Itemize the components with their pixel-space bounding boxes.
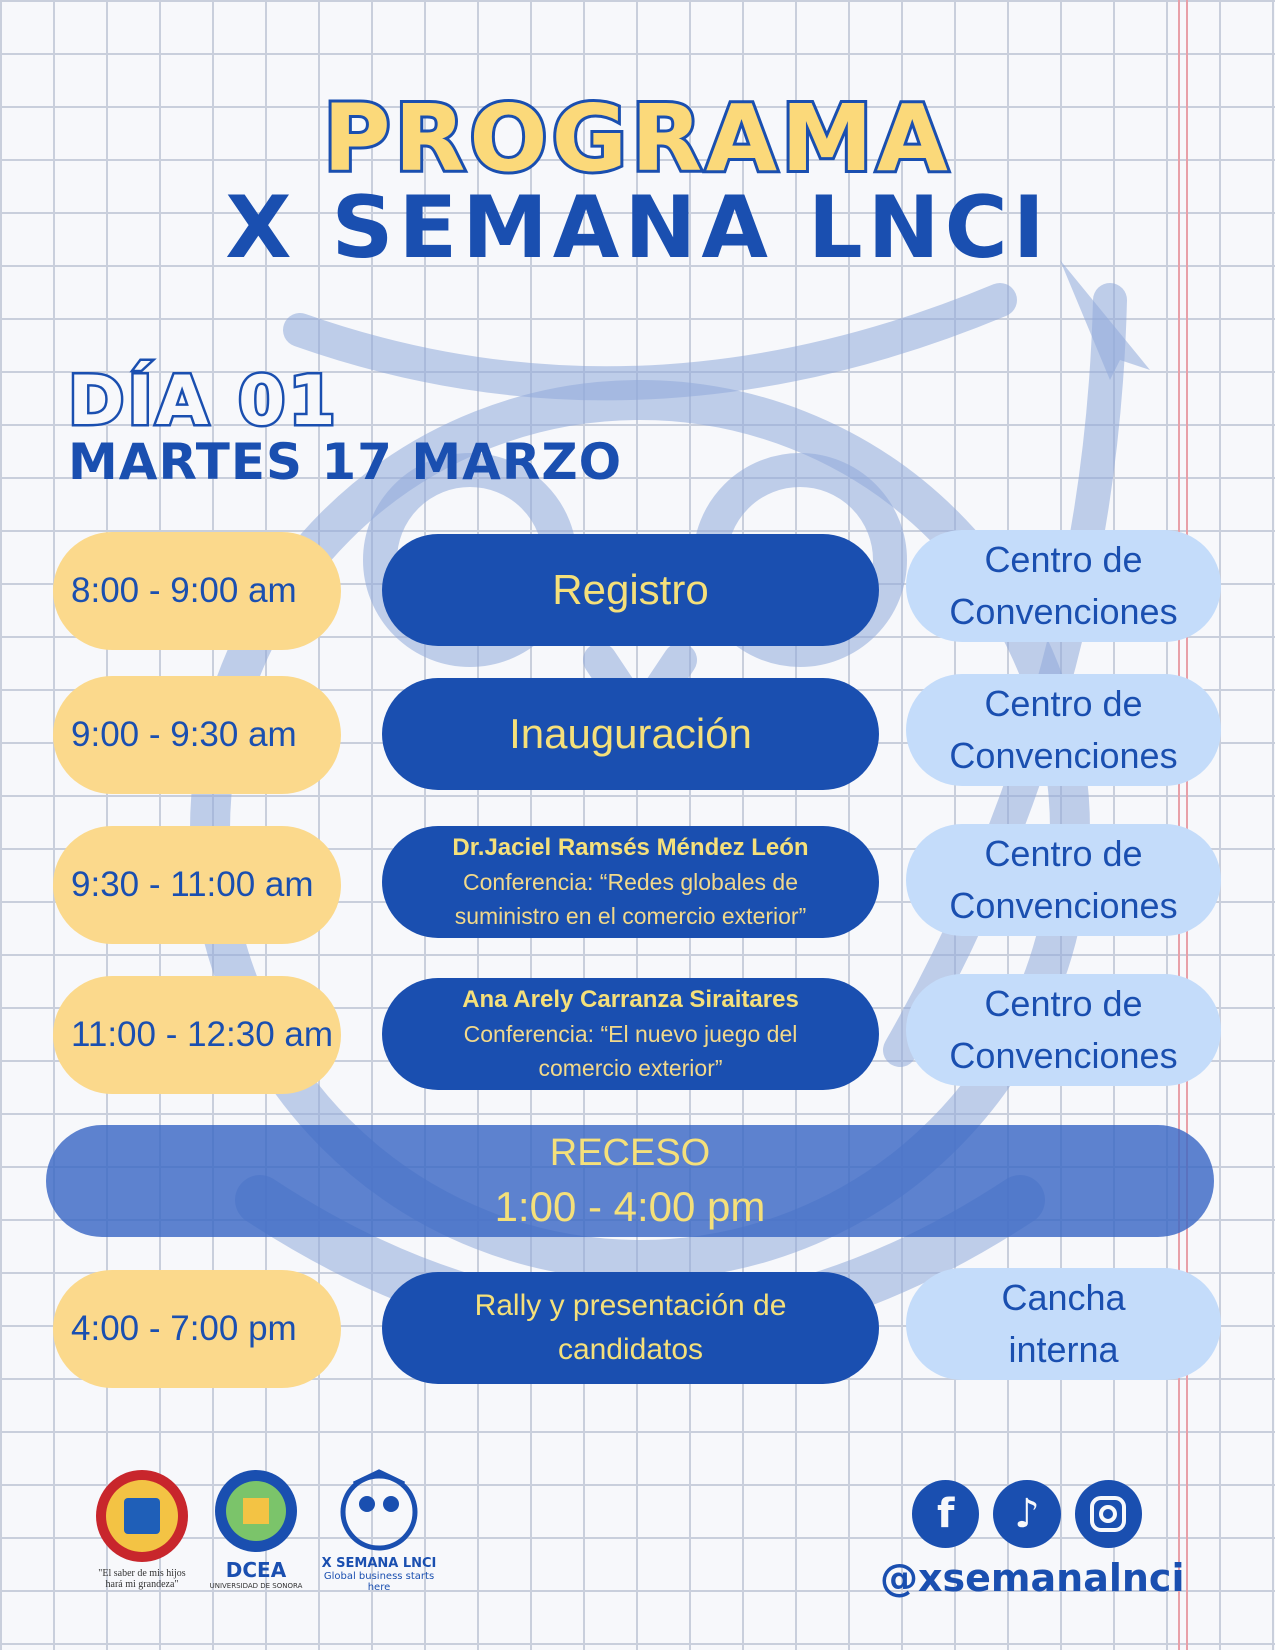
dcea-name: DCEA: [225, 1558, 287, 1582]
social-icons: [912, 1480, 1142, 1550]
event-pill: [382, 534, 879, 646]
facebook-icon[interactable]: f: [912, 1480, 979, 1548]
day-date: MARTES 17 MARZO: [68, 433, 623, 491]
location-line: Convenciones: [949, 591, 1178, 632]
dcea-logo: [206, 1468, 306, 1590]
location-line: Centro de: [984, 683, 1143, 724]
event-pill: [382, 978, 879, 1090]
event-pill: [382, 1272, 879, 1384]
location-line: Convenciones: [949, 1035, 1178, 1076]
time-text: 11:00 - 12:30 am: [71, 1015, 334, 1054]
location-line: Convenciones: [949, 885, 1178, 926]
unison-logo: [92, 1468, 192, 1590]
event-title: candidatos: [557, 1333, 704, 1366]
speaker-name: Ana Arely Carranza Siraitares: [462, 986, 799, 1013]
event-title: Rally y presentación de: [474, 1289, 787, 1322]
location-pill: [906, 674, 1221, 786]
break-time: 1:00 - 4:00 pm: [494, 1183, 766, 1230]
lnci-logo: [316, 1462, 442, 1593]
break-banner: [46, 1125, 1214, 1237]
location-pill: [906, 974, 1221, 1086]
time-slot: [53, 1270, 341, 1388]
instagram-icon[interactable]: [1075, 1480, 1142, 1548]
time-text: 9:30 - 11:00 am: [71, 865, 314, 904]
location-pill: [906, 530, 1221, 642]
conference-title: suministro en el comercio exterior”: [454, 903, 807, 929]
location-line: Centro de: [984, 833, 1143, 874]
event-title: Registro: [552, 566, 709, 613]
location-line: Convenciones: [949, 735, 1178, 776]
day-label: DÍA 01: [68, 362, 339, 441]
program-title: PROGRAMA: [323, 85, 952, 192]
time-text: 4:00 - 7:00 pm: [71, 1309, 297, 1348]
speaker-name: Dr.Jaciel Ramsés Méndez León: [452, 834, 809, 861]
location-line: Centro de: [984, 539, 1143, 580]
conference-title: comercio exterior”: [538, 1055, 723, 1081]
event-pill: [382, 678, 879, 790]
location-line: interna: [1008, 1329, 1119, 1370]
social-handle[interactable]: @xsemanalnci: [880, 1556, 1185, 1600]
time-text: 8:00 - 9:00 am: [71, 571, 297, 610]
time-slot: [53, 532, 341, 650]
time-slot: [53, 976, 341, 1094]
conference-title: Conferencia: “Redes globales de: [463, 869, 798, 895]
time-slot: [53, 826, 341, 944]
dcea-subtitle: UNIVERSIDAD DE SONORA: [209, 1582, 303, 1590]
time-slot: [53, 676, 341, 794]
tiktok-icon[interactable]: ♪: [993, 1480, 1060, 1548]
conference-title: Conferencia: “El nuevo juego del: [463, 1021, 798, 1047]
event-title: X SEMANA LNCI: [225, 178, 1050, 278]
event-pill: [382, 826, 879, 938]
lnci-tagline: Global business starts here: [323, 1571, 435, 1593]
location-pill: [906, 1268, 1221, 1380]
location-line: Centro de: [984, 983, 1143, 1024]
unison-motto: "El saber de mis hijos: [98, 1568, 186, 1579]
break-label: RECESO: [549, 1132, 711, 1174]
location-pill: [906, 824, 1221, 936]
unison-motto: hará mi grandeza": [105, 1579, 179, 1590]
event-title: Inauguración: [509, 710, 752, 757]
lnci-name: X SEMANA LNCI: [321, 1556, 437, 1571]
location-line: Cancha: [1001, 1277, 1126, 1318]
time-text: 9:00 - 9:30 am: [71, 715, 297, 754]
